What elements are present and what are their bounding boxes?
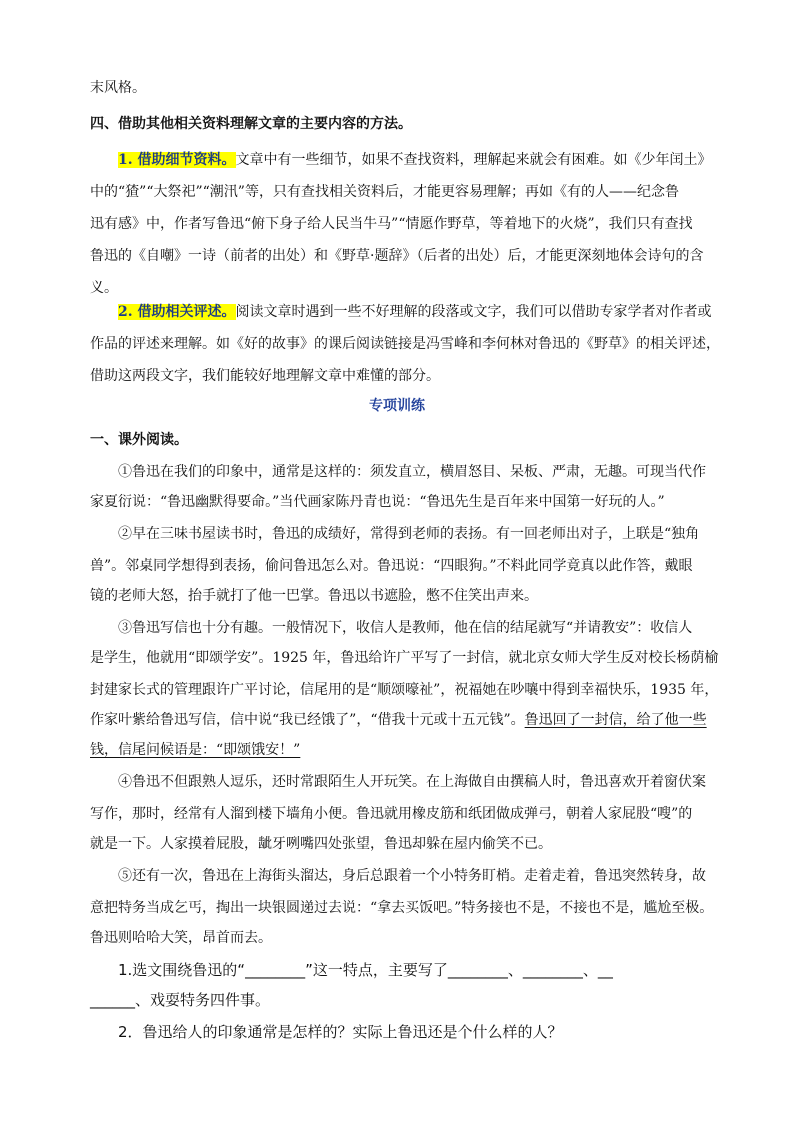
method-2-line-1	[118, 302, 712, 322]
previous-paragraph-tail: 末风格。	[90, 80, 146, 96]
question-2: 2．鲁迅给人的印象通常是怎样的？实际上鲁迅还是个什么样的人？	[118, 1023, 563, 1041]
method-2-text: 阅读文章时遇到一些不好理解的段落或文字，我们可以借助专家学者对作者或	[235, 304, 712, 320]
paragraph-3-line-5	[90, 740, 300, 760]
paragraph-5-line-3: 鲁迅则哈哈大笑，昂首而去。	[90, 930, 272, 946]
paragraph-3-line-3: 封建家长式的管理跟许广平讨论，信尾用的是“顺颂嚎祉”，祝福她在吵嚷中得到幸福快乐，1935 年，	[90, 682, 719, 698]
paragraph-3-line-1: ③鲁迅写信也十分有趣。一般情况下，收信人是教师，他在信的结尾就写“并请教安”：收信人	[118, 620, 693, 636]
method-2-label: 2. 借助相关评述。	[118, 304, 236, 320]
paragraph-1-line-2: 家夏衍说：“鲁迅幽默得要命。”当代画家陈丹青也说：“鲁迅先生是百年来中国第一好玩的人。”	[90, 494, 665, 510]
section-heading-methods: 四、借助其他相关资料理解文章的主要内容的方法。	[90, 116, 412, 132]
reading-subheading: 一、课外阅读。	[90, 432, 188, 448]
method-1-line-1	[118, 150, 712, 170]
paragraph-3-line-4	[90, 710, 707, 730]
paragraph-2-line-3: 镜的老师大怒，抬手就打了他一巴掌。鲁迅以书遮脸，憋不住笑出声来。	[90, 588, 538, 604]
method-1-line-2: 中的“猹”“大祭祀”“潮汛”等，只有查找相关资料后，才能更容易理解；再如《有的人——纪念鲁	[90, 184, 679, 200]
method-1-line-5: 义。	[90, 280, 118, 296]
training-section-title: 专项训练	[369, 398, 425, 414]
method-1-text: 文章中有一些细节，如果不查找资料，理解起来就会有困难。如《少年闰土》	[235, 152, 712, 168]
paragraph-3-line-4-text: 作家叶紫给鲁迅写信，信中说“我已经饿了”，“借我十元或十五元钱”。	[90, 712, 525, 728]
question-1-line-2: ______、戏耍特务四件事。	[90, 991, 271, 1009]
method-2-line-3: 借助这两段文字，我们能较好地理解文章中难懂的部分。	[90, 368, 440, 384]
paragraph-4-line-3: 就是一下。人家摸着屁股，龇牙咧嘴四处张望，鲁迅却躲在屋内偷笑不已。	[90, 836, 552, 852]
question-1-line-1: 1.选文围绕鲁迅的“________”这一特点，主要写了________、________、__	[118, 961, 613, 979]
paragraph-2-line-1: ②早在三味书屋读书时，鲁迅的成绩好，常得到老师的表扬。有一回老师出对子，上联是“独角	[118, 526, 700, 542]
paragraph-5-line-2: 意把特务当成乞丐，掏出一块银圆递过去说：“拿去买饭吧。”特务接也不是，不接也不是，尴尬至极。	[90, 900, 714, 916]
paragraph-5-line-1: ⑤还有一次，鲁迅在上海街头溜达，身后总跟着一个小特务盯梢。走着走着，鲁迅突然转身，故	[118, 868, 706, 884]
method-1-line-3: 迅有感》中，作者写鲁迅“俯下身子给人民当牛马”“情愿作野草，等着地下的火烧”，我们只有查找	[90, 216, 693, 232]
method-2-line-2: 作品的评述来理解。如《好的故事》的课后阅读链接是冯雪峰和李何林对鲁迅的《野草》的相关评述，	[90, 336, 720, 352]
paragraph-2-line-2: 兽”。邻桌同学想得到表扬，偷问鲁迅怎么对。鲁迅说：“四眼狗。”不料此同学竟真以此作答，戴眼	[90, 558, 693, 574]
method-1-line-4: 鲁迅的《自嘲》一诗（前者的出处）和《野草·题辞》（后者的出处）后，才能更深刻地体会诗句的含	[90, 248, 704, 264]
paragraph-4-line-1: ④鲁迅不但跟熟人逗乐，还时常跟陌生人开玩笑。在上海做自由撰稿人时，鲁迅喜欢开着窗伏案	[118, 774, 706, 790]
underlined-sentence-part-2: 钱，信尾问候语是：“即颂饿安！”	[90, 742, 301, 758]
paragraph-3-line-2: 是学生，他就用“即颂学安”。1925 年，鲁迅给许广平写了一封信，就北京女师大学生反对校长杨荫榆	[90, 650, 719, 666]
method-1-label: 1. 借助细节资料。	[118, 152, 236, 168]
underlined-sentence-part-1: 鲁迅回了一封信，给了他一些	[524, 712, 707, 728]
paragraph-1-line-1: ①鲁迅在我们的印象中，通常是这样的：须发直立，横眉怒目、呆板、严肃，无趣。可现当代作	[118, 464, 706, 480]
paragraph-4-line-2: 写作，那时，经常有人溜到楼下墙角小便。鲁迅就用橡皮筋和纸团做成弹弓，朝着人家屁股“嗖”的	[90, 806, 693, 822]
